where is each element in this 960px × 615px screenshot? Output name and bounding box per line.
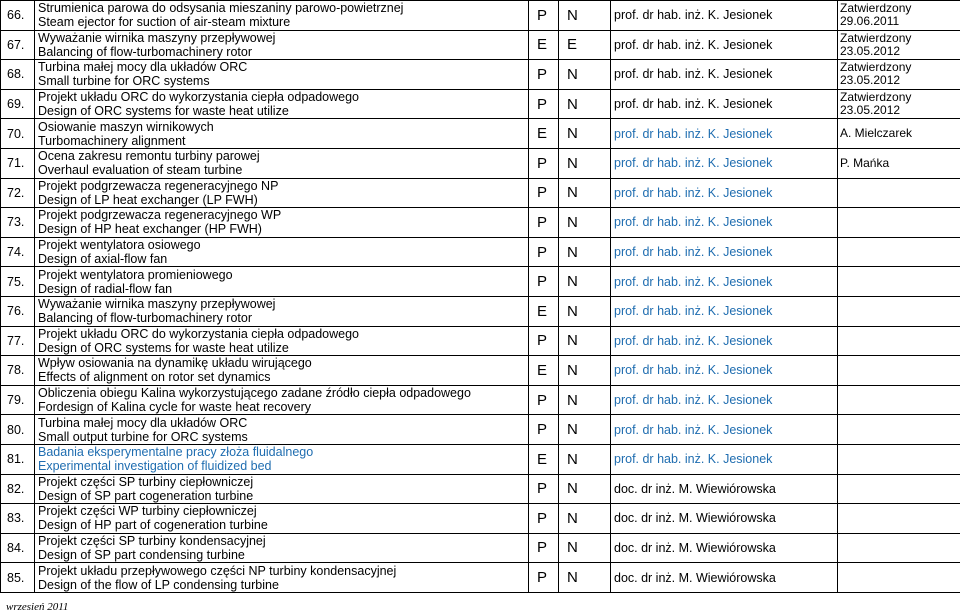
row-number: 85. bbox=[1, 563, 35, 593]
table-row bbox=[1, 474, 960, 504]
title-polish: Obliczenia obiegu Kalina wykorzystującego zadane źródło ciepła odpadowego bbox=[38, 386, 471, 401]
supervisor: prof. dr hab. inż. K. Jesionek bbox=[611, 30, 838, 60]
status-cell bbox=[838, 267, 960, 297]
status-cell bbox=[838, 385, 960, 415]
thesis-level: N bbox=[559, 208, 611, 238]
table-row bbox=[1, 89, 960, 119]
thesis-title bbox=[35, 30, 529, 60]
title-english: Design of axial-flow fan bbox=[38, 252, 168, 267]
thesis-title bbox=[35, 60, 529, 90]
supervisor: prof. dr hab. inż. K. Jesionek bbox=[611, 296, 838, 326]
status-cell bbox=[838, 296, 960, 326]
thesis-level: N bbox=[559, 60, 611, 90]
status-date: 29.06.2011 bbox=[840, 14, 900, 29]
title-polish: Osiowanie maszyn wirnikowych bbox=[38, 119, 214, 134]
table-row bbox=[1, 1, 960, 31]
thesis-title bbox=[35, 208, 529, 238]
title-polish: Ocena zakresu remontu turbiny parowej bbox=[38, 149, 260, 164]
table-row bbox=[1, 415, 960, 445]
title-english: Design of HP part of cogeneration turbine bbox=[38, 518, 268, 533]
table-row bbox=[1, 385, 960, 415]
status-cell bbox=[838, 533, 960, 563]
supervisor: prof. dr hab. inż. K. Jesionek bbox=[611, 356, 838, 386]
supervisor: prof. dr hab. inż. K. Jesionek bbox=[611, 237, 838, 267]
row-number: 70. bbox=[1, 119, 35, 149]
status-cell bbox=[838, 208, 960, 238]
supervisor: prof. dr hab. inż. K. Jesionek bbox=[611, 444, 838, 474]
table-row bbox=[1, 504, 960, 534]
title-polish: Wyważanie wirnika maszyny przepływowej bbox=[38, 30, 276, 45]
thesis-type: P bbox=[529, 148, 559, 178]
status-cell bbox=[838, 563, 960, 593]
supervisor: prof. dr hab. inż. K. Jesionek bbox=[611, 415, 838, 445]
thesis-level: E bbox=[559, 30, 611, 60]
row-number: 81. bbox=[1, 444, 35, 474]
thesis-level: N bbox=[559, 415, 611, 445]
status-text: Zatwierdzony bbox=[840, 1, 912, 16]
table-row bbox=[1, 356, 960, 386]
thesis-level: N bbox=[559, 356, 611, 386]
title-polish: Badania eksperymentalne pracy złoża fluidalnego bbox=[38, 445, 314, 460]
title-english: Design of ORC systems for waste heat utilize bbox=[38, 104, 289, 119]
thesis-title bbox=[35, 533, 529, 563]
thesis-title bbox=[35, 385, 529, 415]
thesis-level: N bbox=[559, 89, 611, 119]
title-english: Experimental investigation of fluidized bed bbox=[38, 459, 272, 474]
status-cell bbox=[838, 444, 960, 474]
row-number: 69. bbox=[1, 89, 35, 119]
thesis-type: E bbox=[529, 30, 559, 60]
row-number: 68. bbox=[1, 60, 35, 90]
status-cell bbox=[838, 148, 960, 178]
thesis-type: P bbox=[529, 385, 559, 415]
row-number: 79. bbox=[1, 385, 35, 415]
supervisor: doc. dr inż. M. Wiewiórowska bbox=[611, 563, 838, 593]
thesis-type: E bbox=[529, 119, 559, 149]
thesis-level: N bbox=[559, 237, 611, 267]
supervisor: prof. dr hab. inż. K. Jesionek bbox=[611, 267, 838, 297]
footer-date: wrzesień 2011 bbox=[6, 601, 69, 613]
thesis-level: N bbox=[559, 326, 611, 356]
title-english: Design of SP part condensing turbine bbox=[38, 547, 245, 562]
thesis-level: N bbox=[559, 1, 611, 31]
table-row bbox=[1, 208, 960, 238]
status-cell bbox=[838, 30, 960, 60]
thesis-title bbox=[35, 444, 529, 474]
thesis-type: P bbox=[529, 178, 559, 208]
title-english: Turbomachinery alignment bbox=[38, 133, 186, 148]
thesis-level: N bbox=[559, 444, 611, 474]
table-row bbox=[1, 444, 960, 474]
table-row bbox=[1, 296, 960, 326]
thesis-level: N bbox=[559, 385, 611, 415]
row-number: 83. bbox=[1, 504, 35, 534]
table-row bbox=[1, 533, 960, 563]
title-polish: Projekt części SP turbiny kondensacyjnej bbox=[38, 533, 266, 548]
thesis-title bbox=[35, 119, 529, 149]
title-english: Small output turbine for ORC systems bbox=[38, 429, 248, 444]
thesis-title bbox=[35, 267, 529, 297]
thesis-title bbox=[35, 237, 529, 267]
row-number: 66. bbox=[1, 1, 35, 31]
title-polish: Wyważanie wirnika maszyny przepływowej bbox=[38, 297, 276, 312]
table-row bbox=[1, 563, 960, 593]
supervisor: prof. dr hab. inż. K. Jesionek bbox=[611, 89, 838, 119]
title-english: Design of ORC systems for waste heat utilize bbox=[38, 340, 289, 355]
thesis-type: E bbox=[529, 356, 559, 386]
thesis-level: N bbox=[559, 267, 611, 297]
title-english: Design of radial-flow fan bbox=[38, 281, 173, 296]
thesis-type: P bbox=[529, 237, 559, 267]
status-cell bbox=[838, 1, 960, 31]
table-row bbox=[1, 30, 960, 60]
status-date: 23.05.2012 bbox=[840, 73, 901, 88]
status-text: Zatwierdzony bbox=[840, 90, 912, 105]
title-english: Balancing of flow-turbomachinery rotor bbox=[38, 44, 252, 59]
supervisor: prof. dr hab. inż. K. Jesionek bbox=[611, 208, 838, 238]
thesis-title bbox=[35, 89, 529, 119]
title-polish: Projekt części SP turbiny ciepłowniczej bbox=[38, 474, 254, 489]
title-polish: Projekt wentylatora promieniowego bbox=[38, 267, 233, 282]
status-cell bbox=[838, 326, 960, 356]
thesis-type: E bbox=[529, 296, 559, 326]
thesis-title bbox=[35, 1, 529, 31]
thesis-level: N bbox=[559, 178, 611, 208]
status-cell bbox=[838, 60, 960, 90]
table-body bbox=[1, 1, 960, 593]
title-polish: Wpływ osiowania na dynamikę układu wirującego bbox=[38, 356, 312, 371]
thesis-type: P bbox=[529, 504, 559, 534]
status-cell bbox=[838, 415, 960, 445]
row-number: 78. bbox=[1, 356, 35, 386]
status-text: Zatwierdzony bbox=[840, 30, 912, 45]
thesis-type: E bbox=[529, 444, 559, 474]
title-english: Fordesign of Kalina cycle for waste heat recovery bbox=[38, 400, 312, 415]
title-polish: Turbina małej mocy dla układów ORC bbox=[38, 415, 248, 430]
thesis-type: P bbox=[529, 326, 559, 356]
thesis-type: P bbox=[529, 208, 559, 238]
status-cell bbox=[838, 356, 960, 386]
title-english: Design of the flow of LP condensing turbine bbox=[38, 577, 279, 592]
table-row bbox=[1, 237, 960, 267]
title-english: Steam ejector for suction of air-steam mixture bbox=[38, 15, 291, 30]
table-row bbox=[1, 148, 960, 178]
status-text: P. Mańka bbox=[840, 155, 890, 170]
thesis-title bbox=[35, 296, 529, 326]
title-polish: Projekt podgrzewacza regeneracyjnego NP bbox=[38, 178, 279, 193]
thesis-type: P bbox=[529, 474, 559, 504]
supervisor: prof. dr hab. inż. K. Jesionek bbox=[611, 385, 838, 415]
row-number: 82. bbox=[1, 474, 35, 504]
title-polish: Projekt wentylatora osiowego bbox=[38, 238, 201, 253]
table-row bbox=[1, 60, 960, 90]
table-row bbox=[1, 267, 960, 297]
row-number: 80. bbox=[1, 415, 35, 445]
status-cell bbox=[838, 89, 960, 119]
status-cell bbox=[838, 119, 960, 149]
thesis-title bbox=[35, 415, 529, 445]
title-polish: Projekt części WP turbiny ciepłowniczej bbox=[38, 504, 257, 519]
supervisor: prof. dr hab. inż. K. Jesionek bbox=[611, 1, 838, 31]
supervisor: doc. dr inż. M. Wiewiórowska bbox=[611, 474, 838, 504]
table-row bbox=[1, 178, 960, 208]
thesis-type: P bbox=[529, 89, 559, 119]
supervisor: doc. dr inż. M. Wiewiórowska bbox=[611, 504, 838, 534]
title-english: Small turbine for ORC systems bbox=[38, 74, 210, 89]
thesis-level: N bbox=[559, 533, 611, 563]
supervisor: prof. dr hab. inż. K. Jesionek bbox=[611, 178, 838, 208]
row-number: 67. bbox=[1, 30, 35, 60]
supervisor: doc. dr inż. M. Wiewiórowska bbox=[611, 533, 838, 563]
thesis-level: N bbox=[559, 296, 611, 326]
status-text: A. Mielczarek bbox=[840, 126, 913, 141]
thesis-title bbox=[35, 504, 529, 534]
supervisor: prof. dr hab. inż. K. Jesionek bbox=[611, 60, 838, 90]
title-english: Balancing of flow-turbomachinery rotor bbox=[38, 311, 252, 326]
thesis-title bbox=[35, 178, 529, 208]
status-cell bbox=[838, 504, 960, 534]
thesis-level: N bbox=[559, 504, 611, 534]
title-english: Design of LP heat exchanger (LP FWH) bbox=[38, 192, 258, 207]
thesis-title bbox=[35, 474, 529, 504]
thesis-title bbox=[35, 148, 529, 178]
title-polish: Projekt układu ORC do wykorzystania ciepła odpadowego bbox=[38, 326, 360, 341]
title-polish: Projekt układu przepływowego części NP turbiny kondensacyjnej bbox=[38, 563, 397, 578]
title-polish: Projekt układu ORC do wykorzystania ciepła odpadowego bbox=[38, 90, 360, 105]
status-cell bbox=[838, 178, 960, 208]
status-text: Zatwierdzony bbox=[840, 60, 912, 75]
row-number: 75. bbox=[1, 267, 35, 297]
supervisor: prof. dr hab. inż. K. Jesionek bbox=[611, 326, 838, 356]
thesis-title bbox=[35, 356, 529, 386]
thesis-type: P bbox=[529, 60, 559, 90]
row-number: 76. bbox=[1, 296, 35, 326]
thesis-level: N bbox=[559, 148, 611, 178]
thesis-type: P bbox=[529, 415, 559, 445]
row-number: 77. bbox=[1, 326, 35, 356]
title-english: Design of SP part cogeneration turbine bbox=[38, 488, 254, 503]
row-number: 84. bbox=[1, 533, 35, 563]
row-number: 72. bbox=[1, 178, 35, 208]
status-cell bbox=[838, 237, 960, 267]
table-row bbox=[1, 326, 960, 356]
status-cell bbox=[838, 474, 960, 504]
title-polish: Projekt podgrzewacza regeneracyjnego WP bbox=[38, 208, 282, 223]
title-polish: Turbina małej mocy dla układów ORC bbox=[38, 60, 248, 75]
thesis-level: N bbox=[559, 474, 611, 504]
thesis-type: P bbox=[529, 563, 559, 593]
row-number: 71. bbox=[1, 148, 35, 178]
thesis-level: N bbox=[559, 119, 611, 149]
title-english: Design of HP heat exchanger (HP FWH) bbox=[38, 222, 262, 237]
thesis-type: P bbox=[529, 267, 559, 297]
thesis-type: P bbox=[529, 1, 559, 31]
supervisor: prof. dr hab. inż. K. Jesionek bbox=[611, 119, 838, 149]
thesis-title bbox=[35, 326, 529, 356]
row-number: 74. bbox=[1, 237, 35, 267]
table-row bbox=[1, 119, 960, 149]
supervisor: prof. dr hab. inż. K. Jesionek bbox=[611, 148, 838, 178]
thesis-level: N bbox=[559, 563, 611, 593]
status-date: 23.05.2012 bbox=[840, 103, 901, 118]
title-english: Overhaul evaluation of steam turbine bbox=[38, 163, 243, 178]
row-number: 73. bbox=[1, 208, 35, 238]
title-polish: Strumienica parowa do odsysania mieszaniny parowo-powietrznej bbox=[38, 1, 404, 16]
status-date: 23.05.2012 bbox=[840, 43, 901, 58]
thesis-title bbox=[35, 563, 529, 593]
title-english: Effects of alignment on rotor set dynamics bbox=[38, 370, 271, 385]
thesis-type: P bbox=[529, 533, 559, 563]
